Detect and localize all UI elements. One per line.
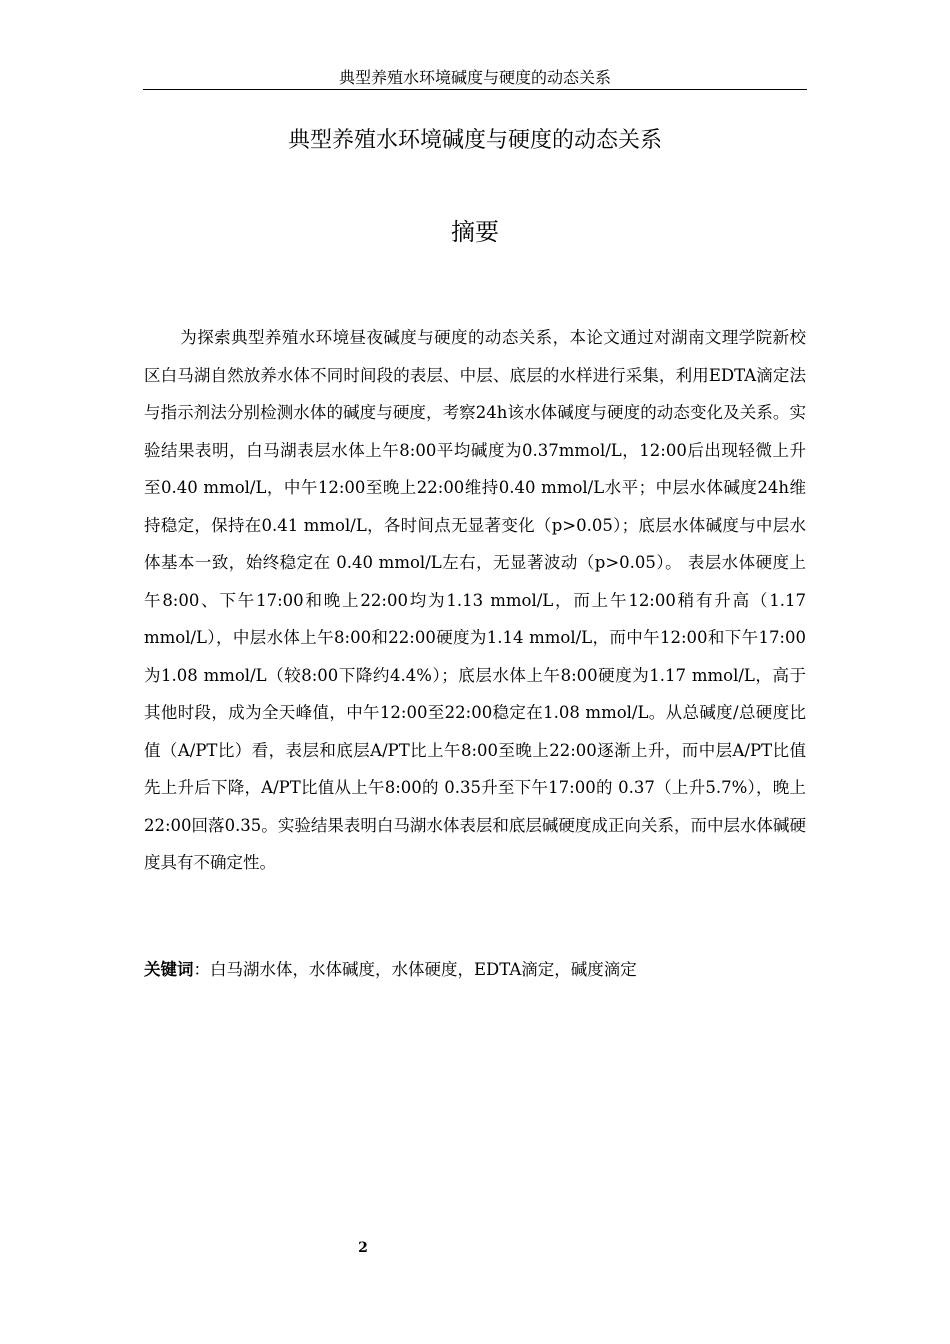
paper-title: 典型养殖水环境碱度与硬度的动态关系 [287, 128, 662, 153]
running-header: 典型养殖水环境碱度与硬度的动态关系 [338, 68, 611, 87]
keywords-list: 白马湖水体，水体碱度，水体硬度，EDTA滴定，碱度滴定 [210, 960, 637, 979]
keywords-separator: ： [193, 960, 210, 979]
keywords-label: 关键词 [144, 960, 194, 979]
keywords-line [144, 951, 806, 989]
page-number: 2 [358, 1240, 368, 1256]
abstract-heading: 摘要 [451, 218, 499, 246]
header-divider [143, 89, 807, 90]
abstract-body: 为探索典型养殖水环境昼夜碱度与硬度的动态关系，本论文通过对湖南文理学院新校区白马湖自然放养水体不同时间段的表层、中层、底层的水样进行采集，利用EDTA滴定法与指示剂法分别检测水体的碱度与硬度，考察24h该水体碱度与硬度的动态变化及关系。实验结果表明，白马湖表层水体上午8:00平均碱度为0.37mmol/L，12:00后出现轻微上升至0.40 mmol/L，中午12:00至晚上22:00维持0.40 mmol/L水平；中层水体碱度24h维持稳定，保持在0.41 mmol/L，各时间点无显著变化（p>0.05）；底层水体碱度与中层水体基本一致，始终稳定在 0.40 mmol/L左右，无显著波动（p>0.05）。 表层水体硬度上午8:00、下午17:00和晚上22:00均为1.13 mmol/L，而上午12:00稍有升高（1.17 mmol/L），中层水体上午8:00和22:00硬度为1.14 mmol/L，而中午12:00和下午17:00为1.08 mmol/L（较8:00下降约4.4%）；底层水体上午8:00硬度为1.17 mmol/L，高于其他时段，成为全天峰值，中午12:00至22:00稳定在1.08 mmol/L。从总碱度/总硬度比值（A/PT比）看，表层和底层A/PT比上午8:00至晚上22:00逐渐上升，而中层A/PT比值先上升后下降，A/PT比值从上午8:00的 0.35升至下午17:00的 0.37（上升5.7%），晚上22:00回落0.35。实验结果表明白马湖水体表层和底层碱硬度成正向关系，而中层水体碱硬度具有不确定性。 [144, 328, 806, 872]
